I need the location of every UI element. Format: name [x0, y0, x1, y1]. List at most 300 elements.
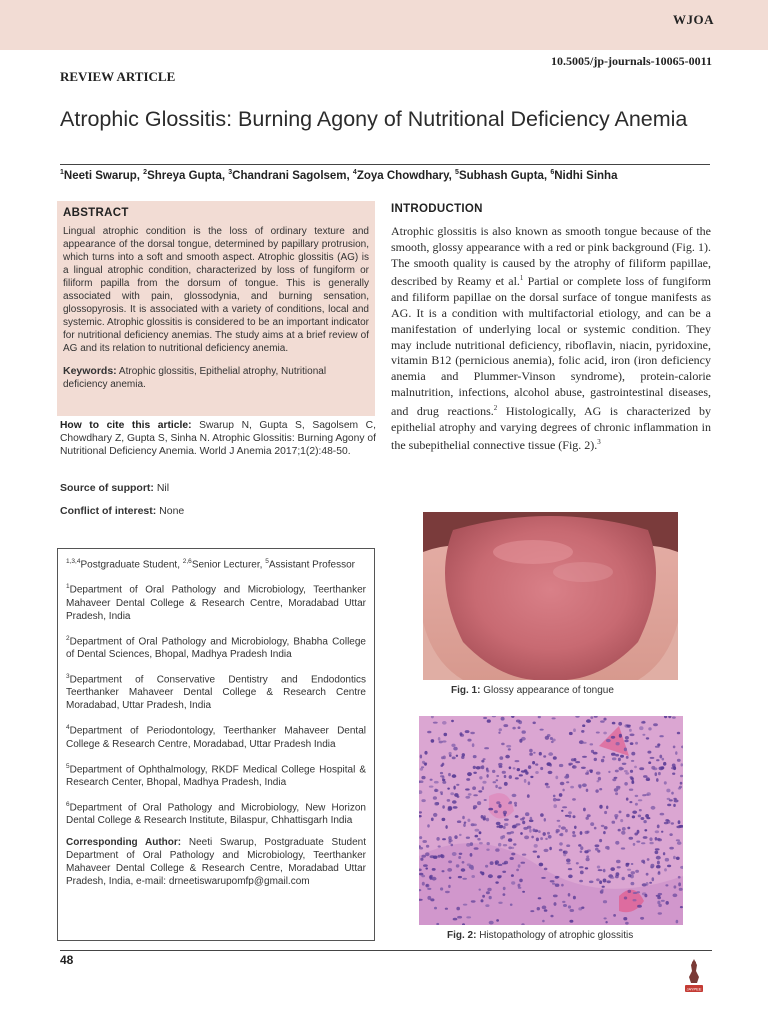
cell-nucleus: [616, 742, 620, 745]
cell-nucleus: [565, 829, 568, 833]
cell-nucleus: [441, 756, 444, 759]
cell-nucleus: [449, 839, 453, 842]
cell-nucleus: [611, 736, 615, 739]
cell-nucleus: [612, 757, 617, 760]
cell-nucleus: [459, 853, 463, 855]
cell-nucleus: [638, 799, 642, 801]
figure-1-tongue-photo: [423, 512, 678, 680]
cell-nucleus: [569, 732, 573, 735]
cell-nucleus: [615, 816, 618, 819]
cell-nucleus: [584, 850, 588, 853]
cell-nucleus: [568, 811, 572, 814]
cell-nucleus: [634, 766, 637, 769]
cell-nucleus: [550, 880, 555, 882]
cell-nucleus: [615, 792, 618, 795]
cell-nucleus: [553, 895, 558, 898]
cell-nucleus: [539, 752, 542, 756]
cell-nucleus: [533, 722, 536, 725]
cell-nucleus: [490, 861, 494, 865]
cell-nucleus: [664, 868, 667, 871]
conflict-label: Conflict of interest:: [60, 505, 157, 517]
cell-nucleus: [625, 772, 629, 775]
cell-nucleus: [676, 839, 680, 841]
cell-nucleus: [547, 763, 551, 765]
cell-nucleus: [651, 806, 656, 810]
affiliation-text: Department of Oral Pathology and Microbiology, Bhabha College of Dental Sciences, Bhopal, Madhya Pradesh India: [66, 635, 366, 660]
cell-nucleus: [572, 831, 575, 834]
affiliation-text: Department of Conservative Dentistry and Endodontics Teerthanker Mahaveer Dental College & Research Centre Moradabad, Uttar Pradesh, India: [66, 674, 366, 712]
cell-nucleus: [471, 875, 475, 878]
cell-nucleus: [565, 815, 569, 817]
cell-nucleus: [655, 837, 658, 841]
support-value: Nil: [156, 482, 170, 494]
cell-nucleus: [427, 731, 431, 734]
cell-nucleus: [552, 717, 556, 719]
abstract-box: [57, 201, 375, 416]
cell-nucleus: [506, 745, 511, 748]
cell-nucleus: [421, 776, 425, 779]
cell-nucleus: [656, 759, 659, 761]
cell-nucleus: [646, 737, 649, 739]
cell-nucleus: [661, 900, 665, 902]
cell-nucleus: [656, 856, 661, 860]
role-sup: 1,3,4: [66, 558, 81, 565]
cell-nucleus: [665, 884, 668, 886]
cell-nucleus: [568, 893, 571, 897]
cell-nucleus: [419, 780, 424, 783]
cell-nucleus: [639, 726, 643, 730]
cell-nucleus: [522, 854, 526, 856]
cell-nucleus: [626, 863, 629, 866]
cell-nucleus: [574, 758, 577, 761]
cell-nucleus: [579, 880, 583, 883]
cell-nucleus: [620, 768, 624, 770]
cell-nucleus: [442, 838, 446, 840]
cell-nucleus: [434, 907, 437, 910]
keywords: [63, 365, 369, 391]
cell-nucleus: [504, 775, 507, 778]
cell-nucleus: [594, 827, 597, 830]
cell-nucleus: [512, 825, 516, 828]
cell-nucleus: [616, 860, 621, 863]
cell-nucleus: [597, 866, 600, 869]
cell-nucleus: [473, 805, 477, 808]
cell-nucleus: [512, 794, 517, 797]
cell-nucleus: [657, 861, 660, 865]
cell-nucleus: [624, 748, 627, 752]
cell-nucleus: [678, 820, 681, 824]
cell-nucleus: [607, 846, 610, 850]
logo-text: JAYPEE: [686, 986, 702, 992]
keywords-text: Atrophic glossitis, Epithelial atrophy, Nutritional deficiency anemia.: [63, 366, 327, 390]
cell-nucleus: [465, 796, 470, 799]
cell-nucleus: [622, 763, 627, 765]
cell-nucleus: [569, 920, 573, 923]
cell-nucleus: [667, 798, 671, 800]
cell-nucleus: [596, 772, 601, 775]
doi[interactable]: 10.5005/jp-journals-10065-0011: [550, 54, 712, 68]
cell-nucleus: [431, 739, 435, 743]
role-sup: 5: [265, 558, 269, 565]
cell-nucleus: [547, 832, 550, 835]
affiliation-text: Department of Oral Pathology and Microbiology, New Horizon Dental College & Research Institute, Bilaspur, Chhattisgarh India: [66, 802, 366, 827]
cell-nucleus: [479, 831, 482, 834]
cell-nucleus: [488, 808, 493, 811]
cell-nucleus: [422, 761, 425, 764]
cell-nucleus: [537, 907, 540, 910]
cell-nucleus: [541, 877, 546, 879]
cell-nucleus: [662, 758, 665, 761]
cell-nucleus: [452, 757, 456, 760]
cell-nucleus: [425, 884, 429, 888]
cell-nucleus: [628, 874, 632, 877]
cell-nucleus: [568, 868, 572, 870]
cell-nucleus: [502, 871, 506, 873]
cell-nucleus: [666, 789, 670, 793]
cell-nucleus: [495, 881, 498, 883]
corresponding-label: Corresponding Author:: [66, 837, 182, 849]
cell-nucleus: [501, 743, 505, 746]
affiliation-item: [66, 632, 366, 661]
cell-nucleus: [466, 916, 471, 918]
cell-nucleus: [658, 871, 660, 874]
cell-nucleus: [505, 755, 510, 759]
cell-nucleus: [630, 742, 634, 745]
cell-nucleus: [582, 742, 587, 744]
cell-nucleus: [648, 761, 651, 764]
cell-nucleus: [671, 822, 674, 824]
cell-nucleus: [419, 836, 422, 839]
cell-nucleus: [586, 855, 589, 858]
cell-nucleus: [579, 866, 584, 868]
cell-nucleus: [486, 891, 490, 894]
cell-nucleus: [572, 765, 577, 769]
cell-nucleus: [509, 775, 512, 779]
cell-nucleus: [534, 844, 538, 848]
cell-nucleus: [631, 863, 634, 865]
cell-nucleus: [637, 905, 642, 908]
cell-nucleus: [458, 856, 461, 859]
cell-nucleus: [544, 818, 546, 822]
cell-nucleus: [451, 844, 454, 847]
cell-nucleus: [434, 789, 438, 792]
cell-nucleus: [642, 734, 645, 736]
figure-1-caption: [451, 685, 614, 696]
cell-nucleus: [520, 832, 523, 835]
cell-nucleus: [626, 725, 631, 727]
cell-nucleus: [641, 817, 645, 820]
cell-nucleus: [633, 899, 637, 901]
cell-nucleus: [429, 786, 434, 788]
cell-nucleus: [665, 819, 669, 822]
cell-nucleus: [433, 722, 438, 724]
cell-nucleus: [479, 889, 481, 891]
cell-nucleus: [420, 858, 423, 861]
cell-nucleus: [477, 838, 480, 841]
author-name: Subhash Gupta: [458, 169, 544, 182]
cell-nucleus: [421, 799, 425, 802]
cell-nucleus: [562, 789, 564, 792]
role-text: Assistant Professor: [268, 559, 355, 571]
cell-nucleus: [514, 802, 517, 805]
cell-nucleus: [580, 831, 583, 835]
cell-nucleus: [619, 734, 622, 738]
corresponding-text: Neeti Swarup, Postgraduate Student Department of Oral Pathology and Microbiology, Teerthanker Mahaveer Dental College & Research Centre, Moradabad Uttar Pradesh, India, e-mail: drneetiswarupomfp@gmail.com: [66, 837, 367, 888]
cell-nucleus: [495, 848, 499, 851]
abstract-heading: ABSTRACT: [63, 207, 129, 219]
cell-nucleus: [672, 773, 675, 775]
cell-nucleus: [562, 901, 565, 903]
cell-nucleus: [618, 722, 622, 726]
cell-nucleus: [585, 867, 588, 869]
cell-nucleus: [644, 829, 647, 831]
cell-nucleus: [451, 720, 454, 722]
cell-nucleus: [589, 881, 594, 884]
cell-nucleus: [429, 875, 432, 878]
cell-nucleus: [559, 842, 563, 845]
cell-nucleus: [600, 720, 605, 722]
histology-image: [419, 716, 683, 925]
cell-nucleus: [475, 829, 480, 832]
cell-nucleus: [546, 786, 550, 788]
cell-nucleus: [508, 838, 512, 842]
cell-nucleus: [421, 875, 425, 878]
cell-nucleus: [652, 877, 655, 881]
cell-nucleus: [430, 898, 434, 901]
cell-nucleus: [621, 847, 625, 849]
cell-nucleus: [602, 886, 605, 888]
affiliation-item: [66, 670, 366, 712]
cell-nucleus: [548, 771, 553, 774]
cell-nucleus: [628, 890, 632, 893]
cell-nucleus: [456, 755, 458, 757]
cell-nucleus: [433, 856, 438, 859]
cell-nucleus: [603, 879, 607, 883]
cell-nucleus: [601, 759, 604, 763]
source-of-support: [60, 482, 169, 494]
cell-nucleus: [447, 788, 450, 790]
cell-nucleus: [486, 774, 488, 778]
cell-nucleus: [448, 773, 451, 776]
cell-nucleus: [604, 917, 607, 919]
cell-nucleus: [680, 906, 683, 908]
cell-nucleus: [434, 781, 439, 784]
cell-nucleus: [433, 813, 437, 817]
cell-nucleus: [606, 739, 611, 742]
cell-nucleus: [426, 845, 429, 848]
cell-nucleus: [585, 831, 589, 834]
cell-nucleus: [659, 755, 662, 759]
cell-nucleus: [562, 806, 567, 808]
author-sup: 1: [60, 169, 64, 176]
cell-nucleus: [462, 878, 467, 880]
cell-nucleus: [596, 878, 600, 881]
cell-nucleus: [521, 862, 526, 864]
cell-nucleus: [444, 733, 448, 736]
cell-nucleus: [568, 875, 573, 879]
cell-nucleus: [525, 771, 528, 775]
cell-nucleus: [486, 818, 489, 822]
cell-nucleus: [533, 851, 537, 853]
cell-nucleus: [673, 746, 676, 749]
cell-nucleus: [461, 756, 464, 759]
cell-nucleus: [535, 771, 539, 774]
role-text: Senior Lecturer,: [191, 559, 266, 571]
cell-nucleus: [540, 813, 544, 817]
cell-nucleus: [424, 751, 427, 755]
cell-nucleus: [525, 812, 529, 816]
cell-nucleus: [572, 834, 576, 837]
cell-nucleus: [661, 831, 663, 833]
cell-nucleus: [545, 838, 548, 840]
cell-nucleus: [434, 802, 438, 806]
cell-nucleus: [535, 763, 538, 765]
cell-nucleus: [452, 852, 457, 856]
author-list: $^1$Neeti Swarup, $^2$Shreya Gupta, $^3$Chandrani Sagolsem, $^4$Zoya Chowdhary, $^5$Subhash Gupta, $^6$Nidhi Sinha: [60, 169, 618, 182]
cell-nucleus: [556, 829, 560, 832]
cell-nucleus: [679, 888, 683, 891]
cell-nucleus: [519, 774, 523, 776]
cell-nucleus: [671, 792, 674, 795]
abstract-text: Lingual atrophic condition is the loss of ordinary texture and appearance of the dorsal tongue, determined by papillary protrusion, which turns into a soft and smooth aspect. Atrophic glossitis (AG) is a lingual atrophic condition, characterized by loss of fungiform or filiform papilla from the dorsum of tongue. This is generally associated with pain, glossodynia, and burning sensation, glossopyrosis. It is associated with a variety of conditions, local and systemic. Atrophic glossitis is considered to be an important indicator for nutritional deficiency anemias. The study aims at a brief review of AG and its relation to nutritional deficiency anemia.: [63, 226, 369, 354]
cell-nucleus: [420, 768, 423, 771]
cell-nucleus: [438, 845, 441, 847]
cell-nucleus: [430, 779, 433, 781]
conflict-value: None: [159, 505, 185, 517]
cell-nucleus: [594, 758, 597, 761]
intro-segment: Histologically, AG is characterized by epithelial atrophy and varying degrees of chronic inflammation in the subepithelial connective tissue (Fig. 2).: [391, 403, 711, 453]
cell-nucleus: [483, 717, 487, 719]
affiliation-text: Department of Periodontology, Teerthanker Mahaveer Dental College & Research Centre, Moradabad, Uttar Pradesh India: [66, 725, 366, 750]
cell-nucleus: [646, 873, 649, 876]
cell-nucleus: [448, 808, 452, 812]
cell-nucleus: [515, 815, 519, 818]
cell-nucleus: [453, 747, 457, 751]
cell-nucleus: [566, 859, 571, 863]
cell-nucleus: [470, 853, 473, 857]
cell-nucleus: [537, 855, 540, 858]
cell-nucleus: [494, 810, 498, 813]
figure-2-caption-text: Histopathology of atrophic glossitis: [479, 930, 634, 941]
cell-nucleus: [619, 811, 622, 814]
page-number: 48: [60, 953, 74, 967]
cell-nucleus: [603, 900, 607, 903]
author-name: Nidhi Sinha: [554, 169, 618, 182]
cell-nucleus: [529, 753, 533, 756]
cell-nucleus: [440, 791, 443, 793]
cell-nucleus: [613, 914, 616, 917]
cell-nucleus: [515, 777, 519, 779]
cell-nucleus: [493, 781, 497, 783]
cell-nucleus: [504, 819, 509, 821]
cell-nucleus: [649, 837, 652, 841]
cell-nucleus: [631, 882, 635, 885]
cell-nucleus: [658, 893, 662, 895]
cell-nucleus: [503, 724, 508, 727]
cell-nucleus: [488, 874, 493, 878]
cell-nucleus: [581, 767, 586, 769]
cell-nucleus: [629, 801, 632, 803]
cell-nucleus: [568, 905, 571, 908]
cell-nucleus: [566, 844, 570, 847]
cell-nucleus: [489, 896, 492, 899]
author-name: Chandrani Sagolsem: [232, 169, 347, 182]
cell-nucleus: [644, 894, 647, 897]
cell-nucleus: [627, 827, 630, 830]
affiliations-box: [57, 548, 375, 941]
cell-nucleus: [553, 798, 557, 802]
cell-nucleus: [498, 787, 502, 790]
cell-nucleus: [550, 915, 553, 918]
cell-nucleus: [480, 871, 483, 874]
cell-nucleus: [643, 820, 646, 823]
cell-nucleus: [559, 764, 563, 767]
cell-nucleus: [452, 774, 457, 778]
cell-nucleus: [657, 743, 660, 746]
cell-nucleus: [456, 864, 460, 867]
cell-nucleus: [606, 806, 608, 810]
cell-nucleus: [530, 817, 533, 821]
cell-nucleus: [467, 739, 471, 742]
cell-nucleus: [496, 779, 499, 781]
cell-nucleus: [601, 825, 605, 827]
author-sup: 3: [228, 169, 233, 176]
cell-nucleus: [431, 818, 434, 822]
reference-marker: 1: [519, 274, 524, 283]
cell-nucleus: [489, 921, 494, 925]
cell-nucleus: [561, 826, 566, 829]
cell-nucleus: [561, 810, 563, 812]
cell-nucleus: [660, 813, 665, 816]
cell-nucleus: [479, 842, 483, 844]
affiliation-item: [66, 580, 366, 622]
cell-nucleus: [528, 765, 531, 769]
cell-nucleus: [518, 887, 522, 889]
cell-nucleus: [580, 851, 583, 853]
cell-nucleus: [516, 720, 521, 723]
cell-nucleus: [639, 767, 644, 770]
cell-nucleus: [559, 849, 563, 852]
cell-nucleus: [641, 860, 645, 863]
cell-nucleus: [623, 917, 627, 920]
cell-nucleus: [453, 786, 455, 790]
support-label: Source of support:: [60, 482, 154, 494]
cell-nucleus: [511, 881, 515, 884]
cell-nucleus: [467, 863, 471, 866]
cell-nucleus: [442, 721, 447, 725]
cell-nucleus: [474, 847, 479, 850]
cell-nucleus: [436, 837, 439, 841]
cell-nucleus: [462, 861, 465, 864]
cell-nucleus: [499, 825, 504, 828]
cell-nucleus: [582, 724, 585, 727]
cell-nucleus: [665, 858, 669, 862]
affiliation-sup: 5: [66, 762, 70, 770]
cell-nucleus: [433, 796, 437, 800]
cell-nucleus: [638, 815, 641, 818]
cell-nucleus: [625, 736, 629, 740]
cell-nucleus: [432, 868, 436, 871]
cell-nucleus: [511, 874, 514, 877]
cell-nucleus: [442, 779, 445, 781]
cell-nucleus: [646, 778, 650, 781]
cell-nucleus: [509, 766, 512, 769]
cell-nucleus: [605, 921, 607, 923]
reference-marker: 3: [597, 438, 601, 447]
cell-nucleus: [481, 765, 484, 769]
cell-nucleus: [545, 736, 549, 740]
cell-nucleus: [632, 815, 635, 818]
